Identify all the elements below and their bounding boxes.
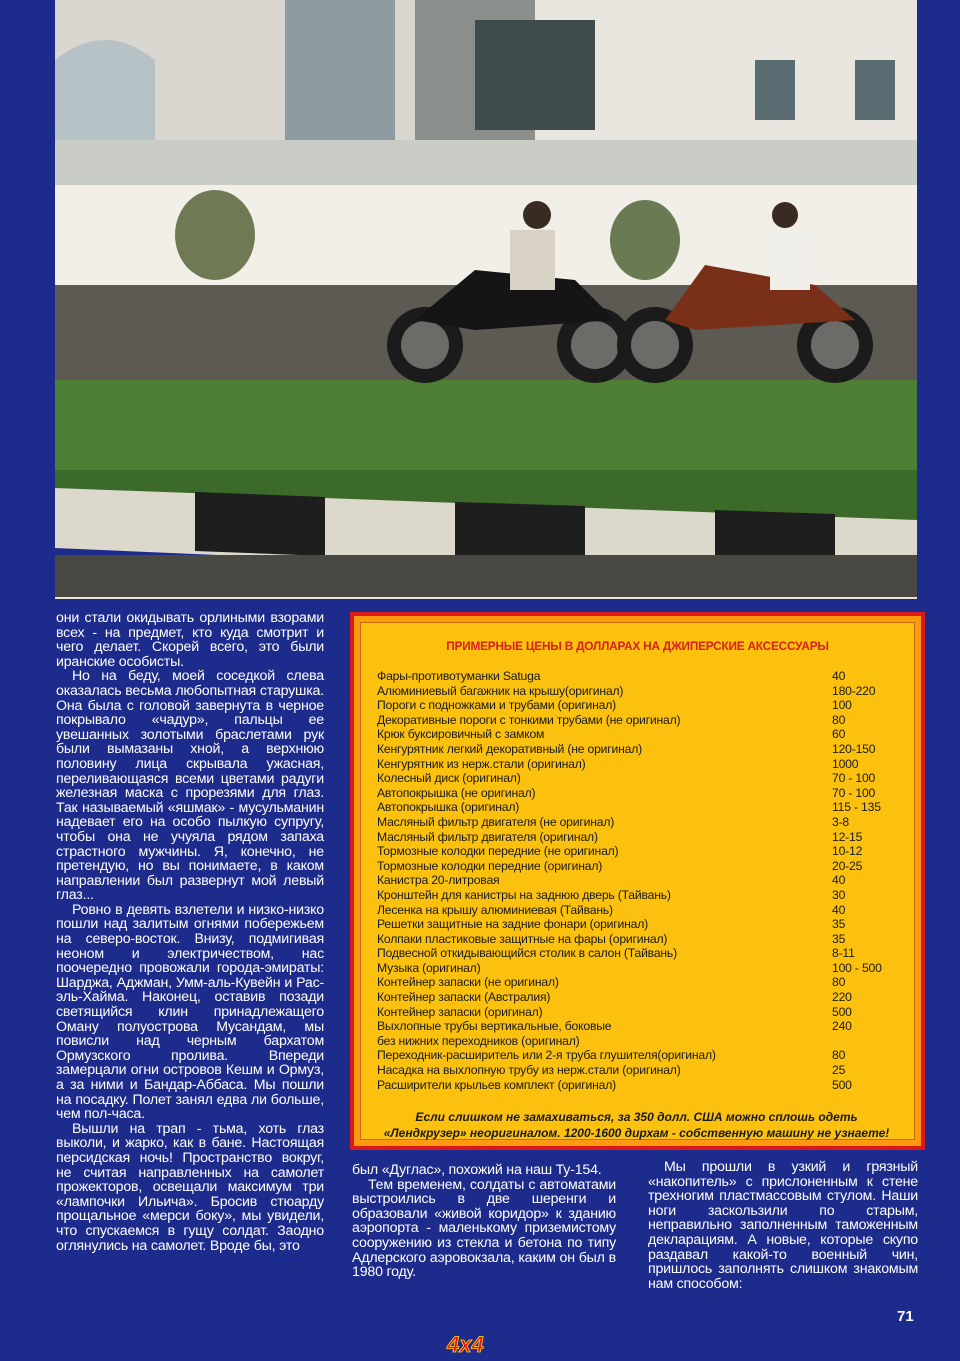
- price-sidebar: [350, 612, 925, 1150]
- price-item-name: Масляный фильтр двигателя (оригинал): [377, 829, 598, 844]
- page-number: 71: [897, 1308, 914, 1325]
- price-item-value: 10-12: [832, 844, 863, 859]
- price-row: [377, 1063, 897, 1078]
- paragraph: Мы прошли в узкий и грязный «накопитель» с прислоненным к стене трехногим пластмассовым стулом. Наши ноги заскользили по старым, неправильно заполненным таможенным декларациям. А новые, которые скупо раздавал какой-то военный чин, пришлось заполнять слишком знакомым нам способом:: [648, 1159, 918, 1292]
- paragraph: Вышли на трап - тьма, хоть глаз выколи, и жарко, как в бане. Настоящая персидская ночь! Пространство вокруг, не считая направленных на самолет прожекторов, освещали максимум три «лампочки Ильича». Бросив стюарду прощальное «мерси боку», мы увидели, что спускаемся в гущу солдат. Заодно оглянулись на самолет. Вроде бы, это: [56, 1120, 324, 1254]
- price-item-name: без нижних переходников (оригинал): [377, 1033, 580, 1048]
- price-item-name: Насадка на выхлопную трубу из нерж.стали (оригинал): [377, 1063, 681, 1078]
- price-item-name: Расширители крыльев комплект (оригинал): [377, 1077, 616, 1092]
- price-item-value: 40: [832, 902, 846, 917]
- price-row: [377, 1019, 897, 1034]
- price-row: [377, 771, 897, 786]
- price-item-value: 12-15: [832, 829, 863, 844]
- logo-text: 4x4: [447, 1332, 484, 1357]
- paragraph: Ровно в девять взлетели и низко-низко пошли над залитым огнями побережьем на северо-восток. Внизу, подмигивая неоном и электричеством, нас поочередно провожали города-эмираты: Шарджа, Аджман, Умм-аль-Кувейн и Рас-эль-Хайма. Наконец, оставив позади светящийся клин принадлежащего Оману полуострова Мусандам, мы повисли над черным бархатом Ормузского пролива. Впереди замерцали огни островов Кешм и Ормуз, а за ними и Бандар-Аббаса. Мы пошли на посадку. Полет занял едва ли больше, чем пол-часа.: [56, 901, 324, 1123]
- price-row: [377, 975, 897, 990]
- price-item-value: 40: [832, 669, 846, 683]
- price-item-value: 500: [832, 1004, 852, 1019]
- price-item-value: 80: [832, 975, 846, 990]
- price-item-name: Крюк буксировичный с замком: [377, 727, 545, 742]
- price-item-name: Контейнер запаски (не оригинал): [377, 975, 559, 990]
- price-item-name: Канистра 20-литровая: [377, 873, 500, 888]
- price-row: [377, 873, 897, 888]
- price-item-name: Автопокрышка (оригинал): [377, 800, 520, 815]
- price-item-name: Контейнер запаски (Австралия): [377, 990, 551, 1005]
- price-item-name: Контейнер запаски (оригинал): [377, 1004, 543, 1019]
- price-row: [377, 990, 897, 1005]
- price-row: [377, 1034, 897, 1049]
- price-item-name: Выхлопные трубы вертикальные, боковые: [377, 1019, 612, 1034]
- price-item-name: Пороги с подножками и трубами (оригинал): [377, 698, 616, 713]
- paragraph: был «Дуглас», похожий на наш Ту-154.: [352, 1162, 602, 1178]
- price-item-name: Колесный диск (оригинал): [377, 771, 521, 786]
- article-column-3: [648, 1160, 918, 1291]
- price-item-value: 30: [832, 887, 846, 902]
- price-row: [377, 830, 897, 845]
- sidebar-note: Если слишком не замахиваться, за 350 долл. США можно сплошь одеть «Лендкрузер» неоригиналом. 1200-1600 дирхам - собственную машину не узнаете!: [383, 1110, 890, 1140]
- price-table: [377, 669, 897, 1092]
- price-row: [377, 698, 897, 713]
- price-item-name: Масляный фильтр двигателя (не оригинал): [377, 814, 615, 829]
- price-item-name: Музыка (оригинал): [377, 960, 481, 975]
- price-row: [377, 742, 897, 757]
- price-row: [377, 917, 897, 932]
- price-item-value: 500: [832, 1077, 852, 1092]
- price-item-value: 20-25: [832, 858, 863, 873]
- price-item-name: Колпаки пластиковые защитные на фары (оригинал): [377, 931, 668, 946]
- price-item-name: Кенгурятник легкий декоративный (не оригинал): [377, 741, 642, 756]
- price-item-value: 80: [832, 712, 846, 727]
- motorcycle-photo: [55, 0, 917, 599]
- price-item-value: 80: [832, 1048, 846, 1063]
- price-item-value: 8-11: [832, 946, 855, 961]
- price-item-value: 100 - 500: [832, 960, 882, 975]
- price-row: [377, 859, 897, 874]
- price-row: [377, 800, 897, 815]
- price-item-name: Тормозные колодки передние (не оригинал): [377, 844, 619, 859]
- price-item-value: 35: [832, 931, 846, 946]
- price-item-value: 100: [832, 698, 852, 713]
- price-item-name: Кронштейн для канистры на заднюю дверь (Тайвань): [377, 887, 671, 902]
- price-item-name: Алюминиевый багажник на крышу(оригинал): [377, 683, 624, 698]
- price-item-value: 60: [832, 727, 846, 742]
- price-item-name: Автопокрышка (не оригинал): [377, 785, 536, 800]
- price-item-value: 1000: [832, 756, 859, 771]
- price-item-value: 120-150: [832, 741, 876, 756]
- sidebar-title: ПРИМЕРНЫЕ ЦЕНЫ В ДОЛЛАРАХ НА ДЖИПЕРСКИЕ АКСЕССУАРЫ: [446, 639, 829, 653]
- price-row: [377, 961, 897, 976]
- price-row: [377, 786, 897, 801]
- price-row: [377, 903, 897, 918]
- price-row: [377, 669, 897, 684]
- price-row: [377, 946, 897, 961]
- price-row: [377, 757, 897, 772]
- price-item-name: Декоративные пороги с тонкими трубами (не оригинал): [377, 712, 681, 727]
- article-column-1: [56, 611, 324, 1253]
- price-item-value: 25: [832, 1063, 846, 1078]
- price-sidebar-inner: [360, 622, 915, 1140]
- price-item-value: 70 - 100: [832, 771, 876, 786]
- price-item-value: 70 - 100: [832, 785, 876, 800]
- price-item-name: Подвесной откидывающийся столик в салон (Тайвань): [377, 946, 677, 961]
- price-row: [377, 727, 897, 742]
- article-column-2: [352, 1163, 616, 1280]
- price-row: [377, 1048, 897, 1063]
- price-row: [377, 1078, 897, 1093]
- price-item-value: 240: [832, 1019, 852, 1034]
- paragraph: Но на беду, моей соседкой слева оказалась весьма любопытная старушка. Она была с головой завернута в черное покрывало «чадур», пальцы ее увешанных золотыми браслетами рук были вымазаны хной, а верхнюю половину лица скрывала ужасная, переливающаяся всеми цветами радуги железная маска с прорезями для глаз. Так называемый «яшмак» - мусульманин надевает его на особо пылкую супругу, чтобы она не учуяла рядом запаха страстного мужчины. Я, конечно, не претендую, но вы понимаете, в каком направлении был развернут мой левый глаз...: [56, 668, 324, 904]
- paragraph: они стали окидывать орлиными взорами всех - на предмет, кто куда смотрит и чего делает. Скорей всего, это были иранские особисты.: [56, 610, 324, 670]
- price-item-name: Переходник-расширитель или 2-я труба глушителя(оригинал): [377, 1048, 716, 1063]
- price-item-name: Лесенка на крышу алюминиевая (Тайвань): [377, 902, 613, 917]
- price-item-value: 3-8: [832, 814, 850, 829]
- price-item-value: 35: [832, 917, 846, 932]
- price-item-name: Кенгурятник из нерж.стали (оригинал): [377, 756, 586, 771]
- price-item-value: 115 - 135: [832, 800, 881, 815]
- price-item-name: Тормозные колодки передние (оригинал): [377, 858, 603, 873]
- price-item-value: 40: [832, 873, 846, 888]
- price-row: [377, 932, 897, 947]
- price-row: [377, 815, 897, 830]
- price-item-name: Решетки защитные на задние фонари (оригинал): [377, 917, 648, 932]
- price-row: [377, 684, 897, 699]
- price-row: [377, 713, 897, 728]
- price-row: [377, 888, 897, 903]
- price-row: [377, 1005, 897, 1020]
- price-item-value: 220: [832, 990, 852, 1005]
- price-item-name: Фары-противотуманки Satuga: [377, 669, 541, 683]
- price-row: [377, 844, 897, 859]
- paragraph: Тем временем, солдаты с автоматами выстроились в две шеренги и образовали «живой коридор» к зданию аэропорта - маленькому приземистому сооружению из стекла и бетона по типу Адлерского аэровокзала, каким он был в 1980 году.: [352, 1176, 616, 1281]
- price-item-value: 180-220: [832, 683, 876, 698]
- magazine-logo: [445, 1330, 525, 1358]
